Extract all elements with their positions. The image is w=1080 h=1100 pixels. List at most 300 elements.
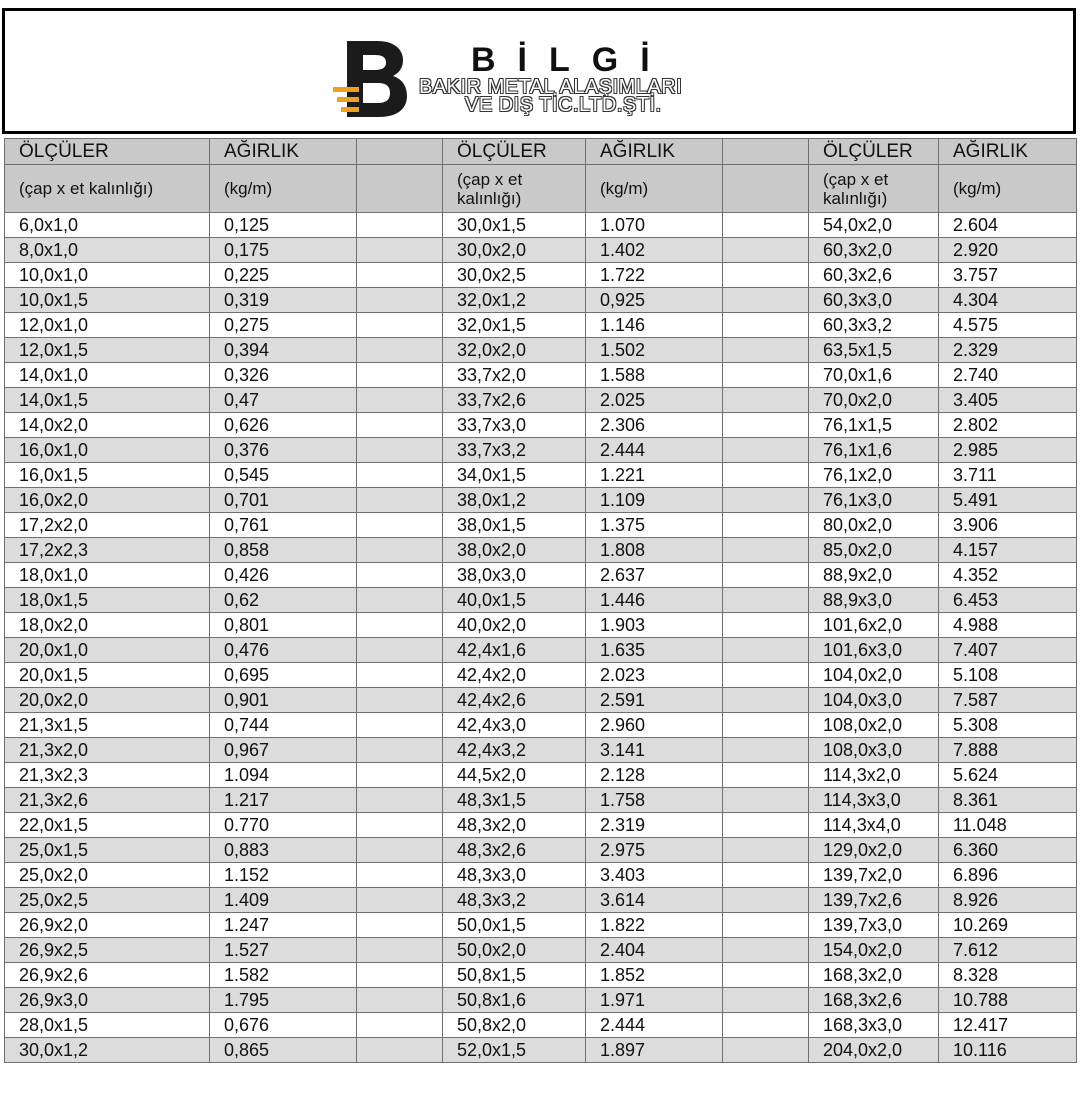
weight-cell: 7.407 (939, 638, 1077, 663)
dimension-cell: 42,4x2,6 (443, 688, 586, 713)
weight-cell: 3.906 (939, 513, 1077, 538)
table-row (5, 438, 1077, 463)
dimension-cell: 33,7x3,0 (443, 413, 586, 438)
dimension-cell: 101,6x2,0 (809, 613, 939, 638)
dimension-cell: 18,0x1,5 (5, 588, 210, 613)
spacer-cell (357, 838, 443, 863)
spacer-cell (357, 988, 443, 1013)
weight-cell: 1.070 (586, 213, 723, 238)
dimension-cell: 14,0x1,5 (5, 388, 210, 413)
table-row (5, 863, 1077, 888)
dimension-cell: 20,0x2,0 (5, 688, 210, 713)
weight-table (4, 138, 1077, 1063)
dimension-cell: 88,9x2,0 (809, 563, 939, 588)
dimension-cell: 33,7x3,2 (443, 438, 586, 463)
dimension-cell: 10,0x1,5 (5, 288, 210, 313)
spacer-cell (357, 463, 443, 488)
dimension-cell: 50,8x1,5 (443, 963, 586, 988)
weight-cell: 12.417 (939, 1013, 1077, 1038)
weight-cell: 2.319 (586, 813, 723, 838)
weight-cell: 0,967 (210, 738, 357, 763)
weight-cell: 4.304 (939, 288, 1077, 313)
weight-cell: 11.048 (939, 813, 1077, 838)
weight-cell: 7.612 (939, 938, 1077, 963)
dimension-cell: 76,1x3,0 (809, 488, 939, 513)
dimension-cell: 129,0x2,0 (809, 838, 939, 863)
dimension-cell: 108,0x2,0 (809, 713, 939, 738)
weight-cell: 0,695 (210, 663, 357, 688)
dimension-cell: 38,0x1,2 (443, 488, 586, 513)
spacer-cell (723, 713, 809, 738)
dimension-cell: 104,0x2,0 (809, 663, 939, 688)
header-agirlik: AĞIRLIK (939, 139, 1077, 165)
dimension-cell: 25,0x1,5 (5, 838, 210, 863)
weight-cell: 2.604 (939, 213, 1077, 238)
weight-cell: 5.108 (939, 663, 1077, 688)
dimension-cell: 12,0x1,0 (5, 313, 210, 338)
table-header-row (5, 139, 1077, 165)
dimension-cell: 40,0x1,5 (443, 588, 586, 613)
spacer-cell (357, 913, 443, 938)
dimension-cell: 76,1x1,6 (809, 438, 939, 463)
weight-cell: 10.269 (939, 913, 1077, 938)
weight-cell: 1.094 (210, 763, 357, 788)
weight-cell: 2.960 (586, 713, 723, 738)
header-olculer: ÖLÇÜLER (443, 139, 586, 165)
dimension-cell: 26,9x2,0 (5, 913, 210, 938)
dimension-cell: 60,3x2,6 (809, 263, 939, 288)
dimension-cell: 30,0x1,5 (443, 213, 586, 238)
dimension-cell: 22,0x1,5 (5, 813, 210, 838)
spacer-cell (723, 788, 809, 813)
weight-cell: 1.582 (210, 963, 357, 988)
dimension-cell: 42,4x3,0 (443, 713, 586, 738)
dimension-cell: 28,0x1,5 (5, 1013, 210, 1038)
weight-cell: 8.328 (939, 963, 1077, 988)
table-row (5, 788, 1077, 813)
weight-cell: 1.375 (586, 513, 723, 538)
dimension-cell: 42,4x3,2 (443, 738, 586, 763)
spacer-cell (723, 1038, 809, 1063)
table-row (5, 838, 1077, 863)
spacer-cell (723, 238, 809, 263)
weight-cell: 7.587 (939, 688, 1077, 713)
dimension-cell: 50,0x1,5 (443, 913, 586, 938)
weight-cell: 2.920 (939, 238, 1077, 263)
table-row (5, 738, 1077, 763)
spacer-cell (723, 863, 809, 888)
dimension-cell: 139,7x2,6 (809, 888, 939, 913)
brand-subtitle-line2: VE DIŞ TİC.LTD.ŞTİ. (465, 94, 662, 116)
weight-cell: 1.527 (210, 938, 357, 963)
table-row (5, 588, 1077, 613)
weight-cell: 4.988 (939, 613, 1077, 638)
dimension-cell: 38,0x2,0 (443, 538, 586, 563)
dimension-cell: 26,9x2,6 (5, 963, 210, 988)
dimension-cell: 70,0x1,6 (809, 363, 939, 388)
dimension-cell: 25,0x2,5 (5, 888, 210, 913)
weight-cell: 1.795 (210, 988, 357, 1013)
weight-cell: 1.971 (586, 988, 723, 1013)
dimension-cell: 50,8x2,0 (443, 1013, 586, 1038)
table-row (5, 363, 1077, 388)
table-row (5, 538, 1077, 563)
dimension-cell: 50,0x2,0 (443, 938, 586, 963)
table-row (5, 688, 1077, 713)
weight-cell: 6.453 (939, 588, 1077, 613)
dimension-cell: 20,0x1,5 (5, 663, 210, 688)
table-row (5, 1038, 1077, 1063)
weight-cell: 3.757 (939, 263, 1077, 288)
table-row (5, 213, 1077, 238)
weight-cell: 2.404 (586, 938, 723, 963)
spacer-cell (357, 888, 443, 913)
weight-cell: 2.128 (586, 763, 723, 788)
spacer-cell (723, 638, 809, 663)
weight-cell: 2.802 (939, 413, 1077, 438)
dimension-cell: 17,2x2,0 (5, 513, 210, 538)
dimension-cell: 30,0x2,5 (443, 263, 586, 288)
table-row (5, 713, 1077, 738)
table-row (5, 388, 1077, 413)
dimension-cell: 8,0x1,0 (5, 238, 210, 263)
dimension-cell: 63,5x1,5 (809, 338, 939, 363)
spacer-cell (357, 338, 443, 363)
dimension-cell: 25,0x2,0 (5, 863, 210, 888)
spacer-cell (357, 213, 443, 238)
dimension-cell: 16,0x1,5 (5, 463, 210, 488)
header-olculer: ÖLÇÜLER (809, 139, 939, 165)
table-row (5, 1013, 1077, 1038)
weight-cell: 0,883 (210, 838, 357, 863)
dimension-cell: 20,0x1,0 (5, 638, 210, 663)
dimension-cell: 48,3x3,2 (443, 888, 586, 913)
weight-cell: 0,47 (210, 388, 357, 413)
spacer-cell (357, 513, 443, 538)
weight-cell: 0,394 (210, 338, 357, 363)
table-row (5, 263, 1077, 288)
spacer-cell (357, 813, 443, 838)
table-row (5, 663, 1077, 688)
dimension-cell: 26,9x2,5 (5, 938, 210, 963)
dimension-cell: 34,0x1,5 (443, 463, 586, 488)
brand-name: BİLGİ (471, 41, 672, 79)
weight-cell: 1.221 (586, 463, 723, 488)
spacer-cell (723, 288, 809, 313)
weight-cell: 1.635 (586, 638, 723, 663)
spacer-cell (723, 813, 809, 838)
table-row (5, 613, 1077, 638)
weight-cell: 3.141 (586, 738, 723, 763)
weight-cell: 2.329 (939, 338, 1077, 363)
spacer-cell (723, 1013, 809, 1038)
dimension-cell: 33,7x2,6 (443, 388, 586, 413)
header-banner (2, 8, 1076, 134)
weight-cell: 0,865 (210, 1038, 357, 1063)
spacer-cell (357, 963, 443, 988)
dimension-cell: 21,3x2,0 (5, 738, 210, 763)
spacer-cell (357, 388, 443, 413)
weight-cell: 3.405 (939, 388, 1077, 413)
weight-cell: 1.247 (210, 913, 357, 938)
weight-cell: 1.402 (586, 238, 723, 263)
dimension-cell: 60,3x3,0 (809, 288, 939, 313)
weight-cell: 2.740 (939, 363, 1077, 388)
dimension-cell: 38,0x3,0 (443, 563, 586, 588)
spacer-cell (723, 988, 809, 1013)
spacer-cell (723, 613, 809, 638)
dimension-cell: 21,3x2,3 (5, 763, 210, 788)
spacer-cell (357, 313, 443, 338)
table-row (5, 763, 1077, 788)
weight-cell: 10.788 (939, 988, 1077, 1013)
dimension-cell: 101,6x3,0 (809, 638, 939, 663)
spacer-cell (723, 663, 809, 688)
dimension-cell: 48,3x2,0 (443, 813, 586, 838)
spacer-cell (357, 263, 443, 288)
weight-cell: 0,319 (210, 288, 357, 313)
table-row (5, 888, 1077, 913)
brand-subtitle-line1: BAKIR METAL ALAŞIMLARI (419, 76, 683, 98)
dimension-cell: 16,0x1,0 (5, 438, 210, 463)
table-row (5, 913, 1077, 938)
dimension-cell: 80,0x2,0 (809, 513, 939, 538)
weight-cell: 1.722 (586, 263, 723, 288)
table-unit-row (5, 165, 1077, 213)
weight-cell: 0,476 (210, 638, 357, 663)
dimension-cell: 18,0x2,0 (5, 613, 210, 638)
weight-cell: 1.217 (210, 788, 357, 813)
spacer-cell (723, 388, 809, 413)
table-row (5, 488, 1077, 513)
spacer-cell (357, 863, 443, 888)
weight-cell: 2.306 (586, 413, 723, 438)
weight-cell: 1.446 (586, 588, 723, 613)
spacer-cell (357, 738, 443, 763)
spacer-cell (723, 363, 809, 388)
spacer-cell (357, 638, 443, 663)
weight-cell: 2.637 (586, 563, 723, 588)
dimension-cell: 42,4x1,6 (443, 638, 586, 663)
spacer-cell (357, 688, 443, 713)
weight-cell: 8.361 (939, 788, 1077, 813)
weight-cell: 2.444 (586, 1013, 723, 1038)
unit-label-dimension: (çap x et kalınlığı) (5, 165, 210, 213)
spacer-cell (723, 313, 809, 338)
dimension-cell: 32,0x2,0 (443, 338, 586, 363)
weight-cell: 2.444 (586, 438, 723, 463)
dimension-cell: 48,3x3,0 (443, 863, 586, 888)
weight-cell: 0,225 (210, 263, 357, 288)
weight-cell: 1.588 (586, 363, 723, 388)
spacer-cell (357, 538, 443, 563)
spacer-cell (357, 613, 443, 638)
weight-cell: 0,626 (210, 413, 357, 438)
spacer-cell (723, 463, 809, 488)
weight-cell: 5.624 (939, 763, 1077, 788)
weight-cell: 4.352 (939, 563, 1077, 588)
spacer-cell (723, 513, 809, 538)
spacer-cell (357, 413, 443, 438)
dimension-cell: 30,0x2,0 (443, 238, 586, 263)
unit-label-weight: (kg/m) (939, 165, 1077, 213)
weight-cell: 2.025 (586, 388, 723, 413)
dimension-cell: 18,0x1,0 (5, 563, 210, 588)
weight-cell: 3.711 (939, 463, 1077, 488)
spacer-cell (357, 238, 443, 263)
dimension-cell: 60,3x3,2 (809, 313, 939, 338)
unit-label-weight: (kg/m) (586, 165, 723, 213)
header-olculer: ÖLÇÜLER (5, 139, 210, 165)
dimension-cell: 104,0x3,0 (809, 688, 939, 713)
weight-cell: 0,125 (210, 213, 357, 238)
unit-label-dimension: (çap x et kalınlığı) (809, 165, 939, 213)
dimension-cell: 139,7x2,0 (809, 863, 939, 888)
dimension-cell: 21,3x1,5 (5, 713, 210, 738)
weight-cell: 6.896 (939, 863, 1077, 888)
spacer-cell (723, 438, 809, 463)
dimension-cell: 70,0x2,0 (809, 388, 939, 413)
dimension-cell: 114,3x2,0 (809, 763, 939, 788)
table-row (5, 288, 1077, 313)
weight-cell: 1.808 (586, 538, 723, 563)
dimension-cell: 33,7x2,0 (443, 363, 586, 388)
table-row (5, 638, 1077, 663)
dimension-cell: 48,3x2,6 (443, 838, 586, 863)
dimension-cell: 204,0x2,0 (809, 1038, 939, 1063)
weight-cell: 0,901 (210, 688, 357, 713)
spacer-cell (357, 363, 443, 388)
weight-cell: 0,744 (210, 713, 357, 738)
spacer-cell (723, 139, 809, 165)
weight-cell: 3.614 (586, 888, 723, 913)
table-row (5, 963, 1077, 988)
dimension-cell: 42,4x2,0 (443, 663, 586, 688)
weight-cell: 0,676 (210, 1013, 357, 1038)
dimension-cell: 76,1x2,0 (809, 463, 939, 488)
dimension-cell: 26,9x3,0 (5, 988, 210, 1013)
dimension-cell: 168,3x3,0 (809, 1013, 939, 1038)
weight-cell: 1.409 (210, 888, 357, 913)
weight-cell: 2.975 (586, 838, 723, 863)
dimension-cell: 154,0x2,0 (809, 938, 939, 963)
spacer-cell (723, 213, 809, 238)
header-agirlik: AĞIRLIK (210, 139, 357, 165)
table-row (5, 563, 1077, 588)
spacer-cell (357, 588, 443, 613)
weight-table-container (4, 138, 1076, 1063)
spacer-cell (723, 263, 809, 288)
dimension-cell: 52,0x1,5 (443, 1038, 586, 1063)
dimension-cell: 30,0x1,2 (5, 1038, 210, 1063)
weight-cell: 8.926 (939, 888, 1077, 913)
table-row (5, 413, 1077, 438)
weight-cell: 6.360 (939, 838, 1077, 863)
weight-cell: 1.903 (586, 613, 723, 638)
weight-cell: 0,761 (210, 513, 357, 538)
table-row (5, 513, 1077, 538)
weight-cell: 1.758 (586, 788, 723, 813)
weight-cell: 1.502 (586, 338, 723, 363)
dimension-cell: 85,0x2,0 (809, 538, 939, 563)
weight-cell: 1.146 (586, 313, 723, 338)
weight-cell: 0,858 (210, 538, 357, 563)
spacer-cell (357, 165, 443, 213)
spacer-cell (723, 888, 809, 913)
spacer-cell (723, 538, 809, 563)
spacer-cell (357, 563, 443, 588)
spacer-cell (357, 713, 443, 738)
weight-cell: 0.770 (210, 813, 357, 838)
weight-cell: 0,175 (210, 238, 357, 263)
spacer-cell (357, 488, 443, 513)
dimension-cell: 32,0x1,5 (443, 313, 586, 338)
weight-cell: 5.308 (939, 713, 1077, 738)
dimension-cell: 76,1x1,5 (809, 413, 939, 438)
weight-cell: 0,545 (210, 463, 357, 488)
spacer-cell (723, 563, 809, 588)
weight-cell: 3.403 (586, 863, 723, 888)
dimension-cell: 114,3x3,0 (809, 788, 939, 813)
weight-cell: 1.852 (586, 963, 723, 988)
dimension-cell: 60,3x2,0 (809, 238, 939, 263)
weight-cell: 0,701 (210, 488, 357, 513)
b-letter-logo-icon (333, 41, 409, 117)
dimension-cell: 48,3x1,5 (443, 788, 586, 813)
weight-cell: 4.157 (939, 538, 1077, 563)
weight-cell: 1.152 (210, 863, 357, 888)
weight-cell: 0,801 (210, 613, 357, 638)
dimension-cell: 139,7x3,0 (809, 913, 939, 938)
header-agirlik: AĞIRLIK (586, 139, 723, 165)
spacer-cell (357, 1013, 443, 1038)
dimension-cell: 168,3x2,6 (809, 988, 939, 1013)
weight-cell: 2.591 (586, 688, 723, 713)
weight-cell: 0,426 (210, 563, 357, 588)
spacer-cell (723, 913, 809, 938)
table-row (5, 813, 1077, 838)
spacer-cell (723, 413, 809, 438)
unit-label-weight: (kg/m) (210, 165, 357, 213)
weight-cell: 5.491 (939, 488, 1077, 513)
spacer-cell (357, 663, 443, 688)
dimension-cell: 14,0x2,0 (5, 413, 210, 438)
spacer-cell (723, 165, 809, 213)
weight-cell: 2.985 (939, 438, 1077, 463)
weight-cell: 2.023 (586, 663, 723, 688)
dimension-cell: 168,3x2,0 (809, 963, 939, 988)
dimension-cell: 54,0x2,0 (809, 213, 939, 238)
table-row (5, 988, 1077, 1013)
dimension-cell: 12,0x1,5 (5, 338, 210, 363)
spacer-cell (357, 763, 443, 788)
weight-cell: 0,925 (586, 288, 723, 313)
spacer-cell (723, 938, 809, 963)
unit-label-dimension: (çap x et kalınlığı) (443, 165, 586, 213)
dimension-cell: 6,0x1,0 (5, 213, 210, 238)
dimension-cell: 108,0x3,0 (809, 738, 939, 763)
dimension-cell: 32,0x1,2 (443, 288, 586, 313)
dimension-cell: 88,9x3,0 (809, 588, 939, 613)
spacer-cell (723, 963, 809, 988)
weight-cell: 1.109 (586, 488, 723, 513)
spacer-cell (723, 688, 809, 713)
dimension-cell: 14,0x1,0 (5, 363, 210, 388)
weight-cell: 0,62 (210, 588, 357, 613)
table-row (5, 238, 1077, 263)
spacer-cell (723, 588, 809, 613)
spacer-cell (723, 838, 809, 863)
